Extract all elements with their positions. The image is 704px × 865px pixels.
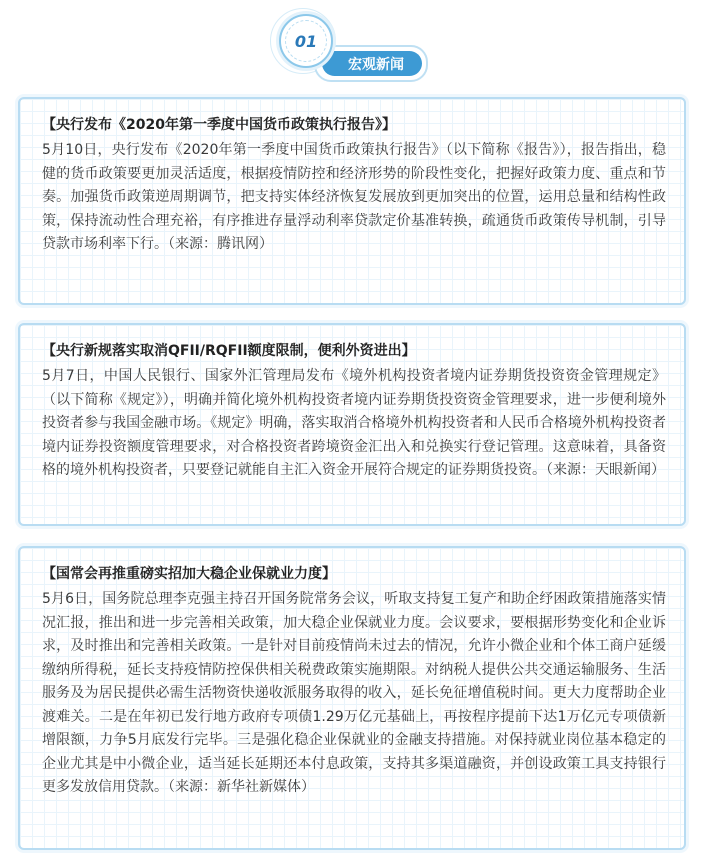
news-text: 5月10日，央行发布《2020年第一季度中国货币政策执行报告》（以下简称《报告》），报告指出，稳健的货币政策要更加灵活适度，根据疫情防控和经济形势的阶段性变化，把握好政策力度、重点和节奏。加强货币政策逆周期调节，把支持实体经济恢复发展放到更加突出的位置，运用总量和结构性政策，保持流动性合理充裕，有序推进存量浮动利率贷款定价基准转换，疏通货币政策传导机制，引导贷款市场利率下行。 — [42, 142, 666, 252]
section-header — [0, 0, 704, 92]
news-source: （来源：新华社新媒体） — [168, 779, 315, 795]
news-card — [18, 97, 686, 305]
news-text: 5月7日，中国人民银行、国家外汇管理局发布《境外机构投资者境内证券期货投资资金管理规定》（以下简称《规定》），明确并简化境外机构投资者境内证券期货投资资金管理要求，进一步便利境外投资者参与我国金融市场。《规定》明确，落实取消合格境外机构投资者和人民币合格境外机构投资者境内证券投资额度管理要求，对合格投资者跨境资金汇出入和兑换实行登记管理。这意味着，具备资格的境外机构投资者，只要登记就能自主汇入资金开展符合规定的证券期货投资。 — [42, 368, 666, 478]
section-title: 宏观新闻 — [322, 51, 422, 76]
section-number: 01 — [285, 20, 327, 62]
section-number-badge — [279, 14, 333, 68]
news-text: 5月6日，国务院总理李克强主持召开国务院常务会议，听取支持复工复产和助企纾困政策措施落实情况汇报，推出和进一步完善相关政策，加大稳企业保就业力度。会议要求，要根据形势变化和企业诉求，及时推出和完善相关政策。一是针对目前疫情尚未过去的情况，允许小微企业和个体工商户延缓缴纳所得税，延长支持疫情防控保供相关税费政策实施期限。对纳税人提供公共交通运输服务、生活服务及为居民提供必需生活物资快递收派服务取得的收入，延长免征增值税时间。更大力度帮助企业渡难关。二是在年初已发行地方政府专项债1.29万亿元基础上，再按程序提前下达1万亿元专项债新增限额，力争5月底发行完毕。三是强化稳企业保就业的金融支持措施。对保持就业岗位基本稳定的企业尤其是中小微企业，适当延长延期还本付息政策，支持其多渠道融资，并创设政策工具支持银行更多发放信用贷款。 — [42, 591, 666, 795]
news-body — [42, 365, 666, 483]
news-title: 【央行发布《2020年第一季度中国货币政策执行报告》】 — [42, 117, 396, 133]
news-body — [42, 588, 666, 800]
news-title: 【国常会再推重磅实招加大稳企业保就业力度】 — [42, 566, 336, 582]
news-source: （来源：天眼新闻） — [546, 462, 665, 478]
news-card — [18, 546, 686, 850]
news-title: 【央行新规落实取消QFII/RQFII额度限制，便利外资进出】 — [42, 343, 416, 359]
news-card — [18, 323, 686, 526]
news-body — [42, 139, 666, 257]
news-source: （来源：腾讯网） — [168, 236, 273, 252]
